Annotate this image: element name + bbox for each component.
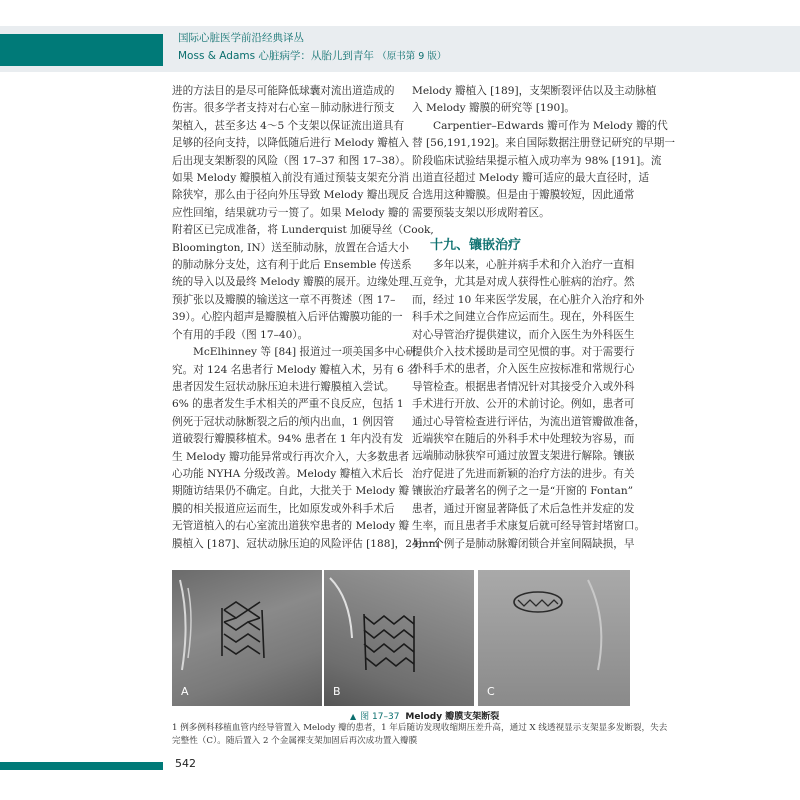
text-line: 提供介入技术援助是司空见惯的事。对于需要行 <box>412 346 635 359</box>
text-line: 生 Melody 瓣功能异常或行再次介入，大多数患者 <box>172 450 410 463</box>
text-line: Carpentier–Edwards 瓣可作为 Melody 瓣的代 <box>433 119 668 132</box>
figure-caption-title <box>350 709 499 722</box>
panel-label-c: C <box>487 685 495 698</box>
text-line: 替 [56,191,192]。来自国际数据注册登记研究的早期一 <box>412 137 675 150</box>
text-line: 患者因发生冠状动脉压迫未进行瓣膜植入尝试。 <box>172 380 395 393</box>
text-line: 出道直径超过 Melody 瓣可适应的最大直径时，适 <box>412 172 650 185</box>
panel-label-b: B <box>333 685 341 698</box>
text-line: 多年以来，心脏并病手术和介入治疗一直相 <box>433 259 635 271</box>
stent-image-b <box>324 570 474 706</box>
text-line: McElhinney 等 [84] 报道过一项美国多中心研 <box>193 346 416 359</box>
series-title: 国际心脏医学前沿经典译丛 <box>178 32 304 44</box>
text-line: 对心导管治疗提供建议，而介入医生为外科医生 <box>412 328 635 341</box>
text-line: 导管检查。根据患者情况针对其接受介入或外科 <box>412 380 635 393</box>
text-line: 互竞争，尤其是对成人获得性心脏病的治疗。然 <box>412 276 635 289</box>
text-line: 入 Melody 瓣膜的研究等 [190]。 <box>412 102 575 115</box>
book-title-text: Moss & Adams 心脏病学：从胎儿到青年 <box>178 50 374 62</box>
edition-label: （原书第 9 版） <box>377 51 447 62</box>
text-line: 外科手术的患者，介入医生应按标准和常规行心 <box>412 363 635 376</box>
caption-line: 完整性（C）。随后置入 2 个金属裸支架加固后再次成功置入瓣膜 <box>172 735 418 746</box>
text-line: 6% 的患者发生手术相关的严重不良反应，包括 1 <box>172 398 404 411</box>
text-line: Bloomington, IN）送至肺动脉，放置在合适大小 <box>172 241 409 254</box>
text-line: 如果 Melody 瓣膜植入前没有通过预装支架充分消 <box>172 172 410 185</box>
text-line: 需要预装支架以形成附着区。 <box>412 206 550 219</box>
stent-image-a <box>172 570 322 706</box>
text-line: 究。对 124 名患者行 Melody 瓣植入术，另有 6 名 <box>172 363 418 376</box>
caption-figure-number: 图 17–37 <box>360 712 400 722</box>
header-accent-stripe <box>0 34 163 66</box>
text-line: 后出现支架断裂的风险（图 17–37 和图 17–38）。 <box>172 154 411 167</box>
text-line: 治疗促进了先进而新颖的治疗方法的进步。有关 <box>412 467 635 480</box>
right-text-column-bottom <box>412 257 646 553</box>
text-line: 期随访结果仍不确定。自此，大批关于 Melody 瓣 <box>172 485 410 498</box>
text-line: 而，经过 10 年来医学发展，在心脏介入治疗和外 <box>412 293 645 306</box>
text-line: 膜植入 [187]、冠状动脉压迫的风险评估 [188]，24mm <box>172 537 439 550</box>
figure-panel-b <box>324 570 474 706</box>
text-line: 镶嵌治疗最著名的例子之一是“开窗的 Fontan” <box>412 485 634 498</box>
figure-panel-c <box>478 570 630 706</box>
book-title <box>178 48 446 63</box>
text-line: 预扩张以及瓣膜的输送这一章不再赘述（图 17– <box>172 293 396 306</box>
text-line: 应性回缩，结果就功亏一篑了。如果 Melody 瓣的 <box>172 206 410 219</box>
text-line: 统的导入以及最终 Melody 瓣膜的展开。边缘处理、 <box>172 276 420 289</box>
text-line: 另一个例子是肺动脉瓣闭锁合并室间隔缺损，早 <box>412 537 635 550</box>
text-line: 无管道植入的右心室流出道狭窄患者的 Melody 瓣 <box>172 520 410 533</box>
text-line: 架植入，甚至多达 4～5 个支架以保证流出道具有 <box>172 119 405 132</box>
text-line: 心功能 NYHA 分级改善。Melody 瓣植入术后长 <box>172 467 404 480</box>
text-line: 生率，而且患者手术康复后就可经导管封堵窗口。 <box>412 520 646 533</box>
caption-line: 1 例多例科移植血管内经导管置入 Melody 瓣的患者，1 年后随访发现收缩期压差升高，通过 X 线透视显示支架显多发断裂，失去 <box>172 723 668 733</box>
text-line: 手术进行开放、公开的术前讨论。例如，患者可 <box>412 398 635 411</box>
text-line: 个有用的手段（图 17–40）。 <box>172 328 309 341</box>
text-line: 的肺动脉分支处，这有利于此后 Ensemble 传送系 <box>172 259 412 272</box>
page-number: 542 <box>175 757 196 770</box>
text-line: 通过心导管检查进行评估，为流出道管瓣做准备， <box>412 415 646 428</box>
text-line: 阶段临床试验结果提示植入成功率为 98% [191]。流 <box>412 154 662 167</box>
text-line: 伤害。很多学者支持对右心室－肺动脉进行预支 <box>172 102 395 115</box>
caption-triangle-icon: ▲ <box>350 712 357 721</box>
figure-panel-a <box>172 570 322 706</box>
text-line: 远端肺动脉狭窄可通过放置支架进行解除。镶嵌 <box>412 450 635 463</box>
panel-label-a: A <box>181 685 189 698</box>
text-line: 合选用这种瓣膜。但是由于瓣膜较短，因此通常 <box>412 189 635 202</box>
footer-accent-bar <box>0 762 163 770</box>
text-line: 进的方法目的是尽可能降低球囊对流出道造成的 <box>172 85 395 97</box>
text-line: 科手术之间建立合作应运而生。现在，外科医生 <box>412 311 635 324</box>
text-line: 患者，通过开窗显著降低了术后急性并发症的发 <box>412 502 635 515</box>
text-line: 附着区已完成准备，将 Lunderquist 加硬导丝（Cook, <box>172 224 434 237</box>
text-line: Melody 瓣植入 [189]，支架断裂评估以及主动脉植 <box>412 85 657 97</box>
text-line: 39）。心腔内超声是瓣膜植入后评估瓣膜功能的一 <box>172 311 403 324</box>
left-text-column <box>172 83 439 553</box>
section-heading: 十九、镶嵌治疗 <box>430 238 522 253</box>
figure-caption-body <box>172 722 668 747</box>
stent-image-c <box>478 570 630 706</box>
text-line: 近端狭窄在随后的外科手术中处理较为容易，而 <box>412 433 635 446</box>
caption-figure-name: Melody 瓣膜支架断裂 <box>405 712 500 722</box>
text-line: 道破裂行瓣膜移植术。94% 患者在 1 年内没有发 <box>172 433 404 446</box>
text-line: 足够的径向支持，以降低随后进行 Melody 瓣植入 <box>172 137 410 150</box>
text-line: 膜的相关报道应运而生，比如原发或外科手术后 <box>172 502 395 515</box>
right-text-column-top <box>412 83 675 222</box>
text-line: 例死于冠状动脉断裂之后的颅内出血，1 例因管 <box>172 415 394 428</box>
text-line: 除狭窄，那么由于径向外压导致 Melody 瓣出现反 <box>172 189 410 202</box>
